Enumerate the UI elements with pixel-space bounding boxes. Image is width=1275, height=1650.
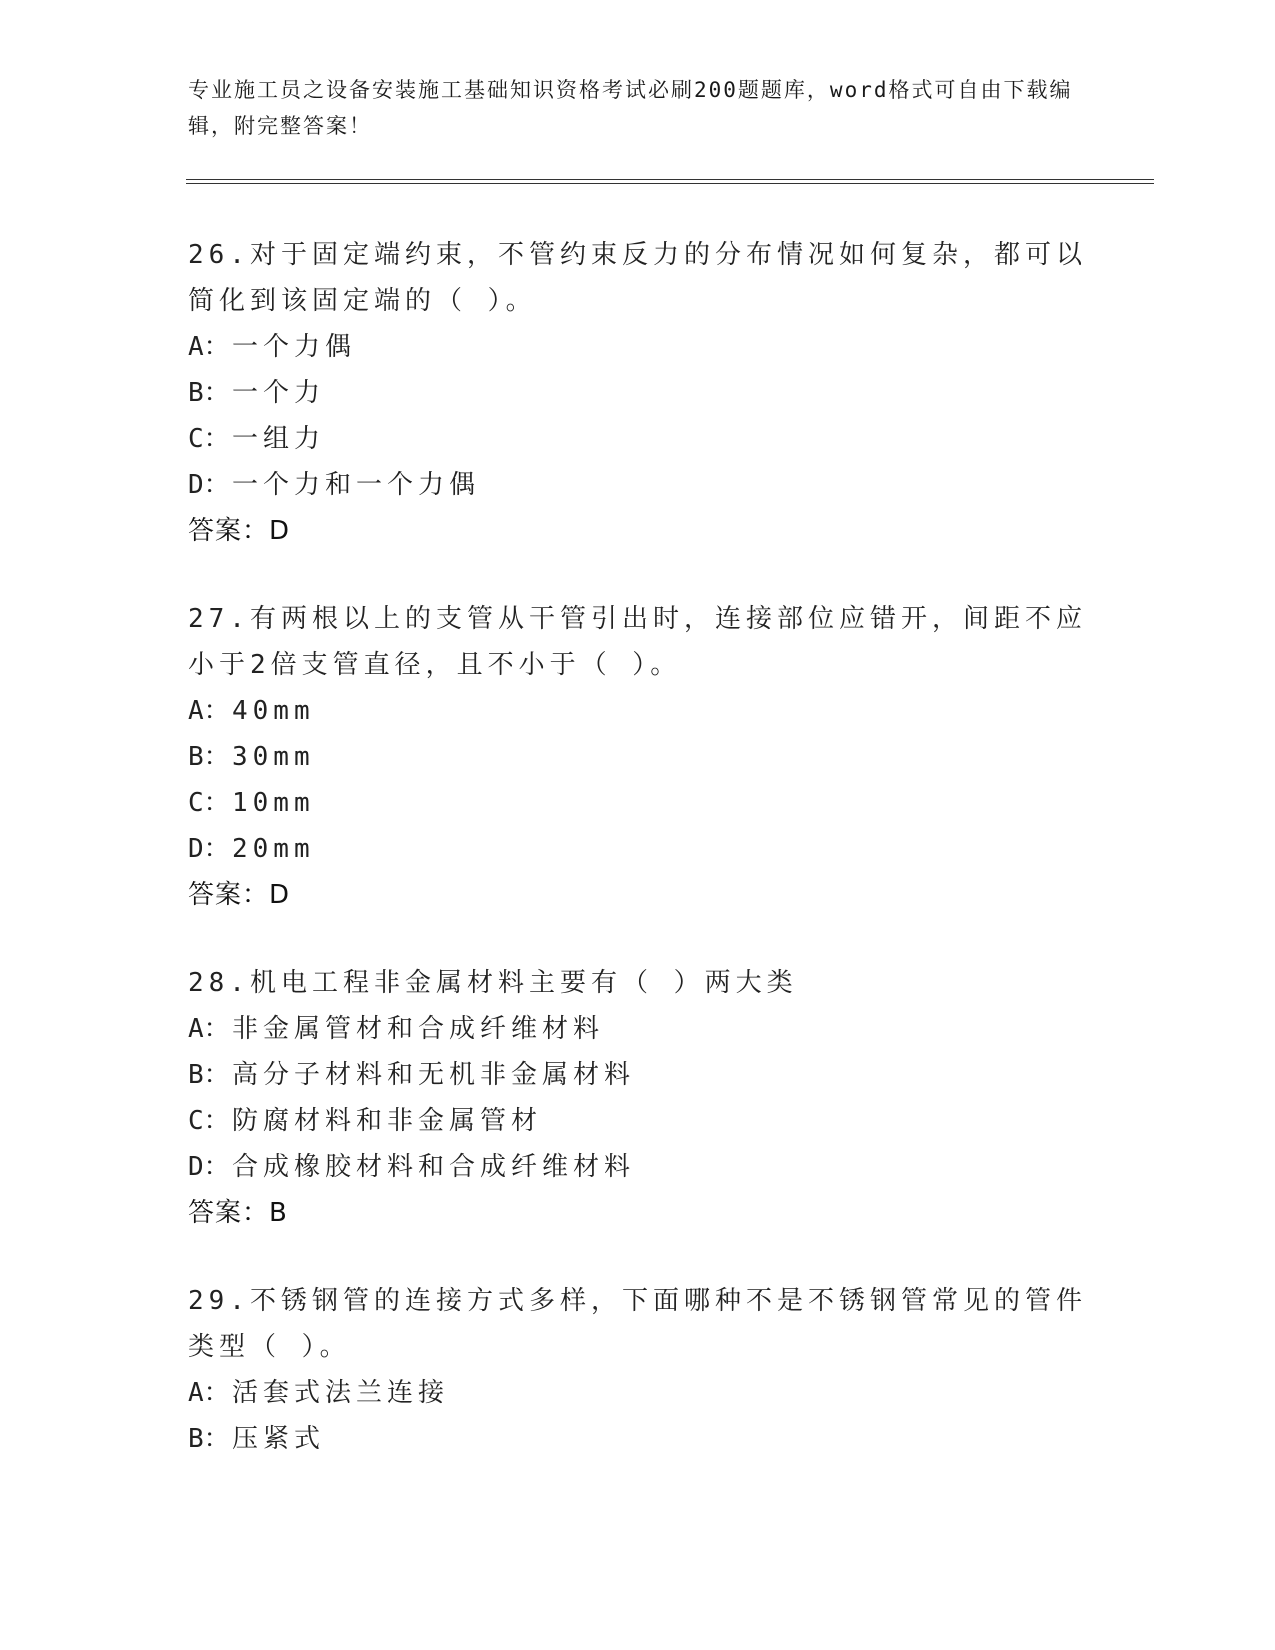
option-d	[188, 462, 1088, 508]
option-a	[188, 1006, 1088, 1052]
option-text: 高分子材料和无机非金属材料	[232, 1060, 636, 1090]
option-letter: A：	[188, 1378, 230, 1408]
option-c	[188, 416, 1088, 462]
option-text: 合成橡胶材料和合成纤维材料	[232, 1152, 636, 1182]
answer-line: 答案：D	[188, 516, 291, 546]
option-letter: A：	[188, 332, 230, 362]
option-text: 一个力偶	[232, 332, 357, 362]
option-text: 一个力	[232, 378, 326, 408]
option-letter: B：	[188, 1060, 230, 1090]
question-stem: 26.对于固定端约束，不管约束反力的分布情况如何复杂，都可以简化到该固定端的（ ）。	[188, 240, 1087, 316]
option-letter: C：	[188, 788, 230, 818]
document-header: 专业施工员之设备安装施工基础知识资格考试必刷200题题库，word格式可自由下载编辑，附完整答案！	[188, 78, 1073, 138]
option-letter: C：	[188, 424, 230, 454]
option-letter: B：	[188, 378, 230, 408]
question-list	[188, 232, 1088, 1504]
option-b	[188, 1416, 1088, 1462]
option-text: 30mm	[232, 742, 315, 772]
option-text: 40mm	[232, 696, 315, 726]
option-text: 10mm	[232, 788, 315, 818]
option-b	[188, 734, 1088, 780]
option-text: 非金属管材和合成纤维材料	[232, 1014, 605, 1044]
question-stem: 29.不锈钢管的连接方式多样，下面哪种不是不锈钢管常见的管件类型（ ）。	[188, 1286, 1087, 1362]
option-a	[188, 324, 1088, 370]
option-d	[188, 826, 1088, 872]
option-text: 防腐材料和非金属管材	[232, 1106, 543, 1136]
option-letter: B：	[188, 1424, 230, 1454]
option-b	[188, 370, 1088, 416]
option-letter: A：	[188, 1014, 230, 1044]
header-rule-bottom	[186, 183, 1154, 184]
question-27	[188, 596, 1088, 918]
option-text: 一组力	[232, 424, 326, 454]
option-text: 20mm	[232, 834, 315, 864]
option-a	[188, 688, 1088, 734]
option-letter: D：	[188, 1152, 230, 1182]
option-a	[188, 1370, 1088, 1416]
option-text: 活套式法兰连接	[232, 1378, 450, 1408]
option-b	[188, 1052, 1088, 1098]
answer-line: 答案：D	[188, 880, 291, 910]
option-letter: C：	[188, 1106, 230, 1136]
option-c	[188, 1098, 1088, 1144]
question-29	[188, 1278, 1088, 1462]
header-rule-top	[186, 179, 1154, 180]
option-letter: D：	[188, 470, 230, 500]
option-d	[188, 1144, 1088, 1190]
option-text: 压紧式	[232, 1424, 326, 1454]
option-text: 一个力和一个力偶	[232, 470, 481, 500]
option-c	[188, 780, 1088, 826]
question-stem: 27.有两根以上的支管从干管引出时，连接部位应错开，间距不应小于2倍支管直径，且不小于（ ）。	[188, 604, 1087, 680]
question-28	[188, 960, 1088, 1236]
option-letter: B：	[188, 742, 230, 772]
question-stem: 28.机电工程非金属材料主要有（ ）两大类	[188, 968, 798, 998]
option-letter: D：	[188, 834, 230, 864]
question-26	[188, 232, 1088, 554]
answer-line: 答案：B	[188, 1198, 288, 1228]
option-letter: A：	[188, 696, 230, 726]
